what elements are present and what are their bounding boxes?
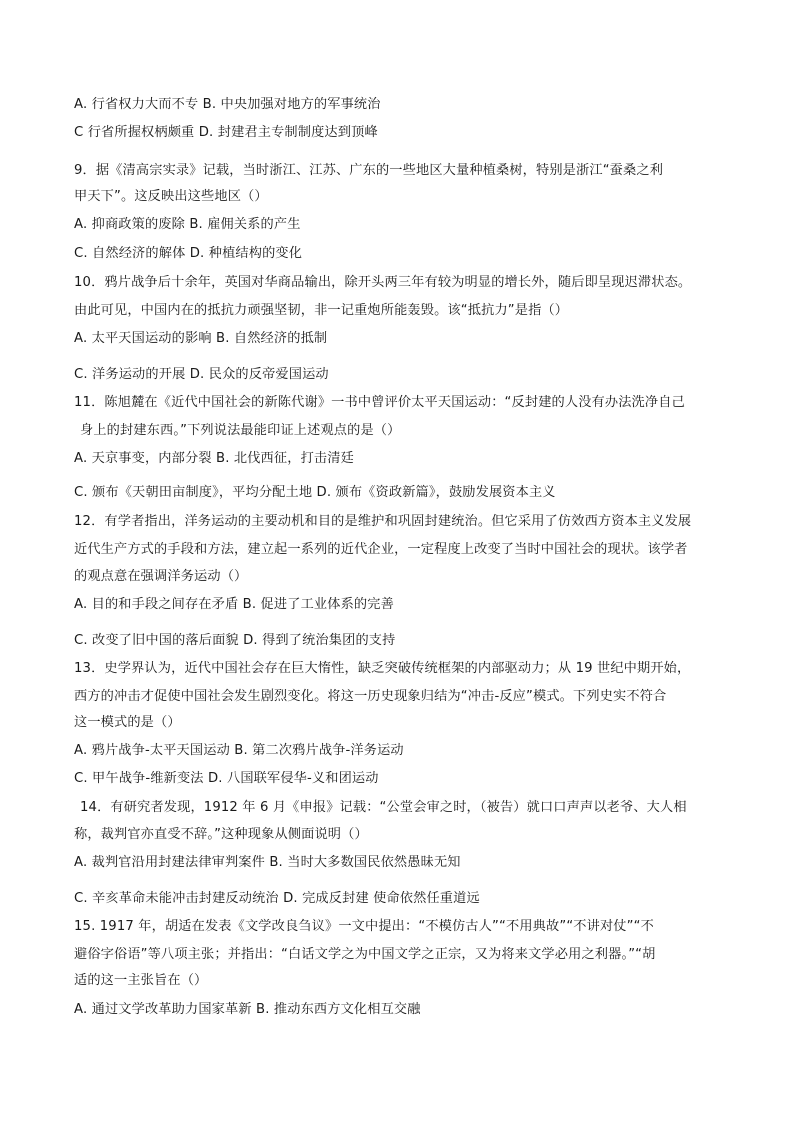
option-line: A. 天京事变，内部分裂 B. 北伐西征，打击清廷: [74, 451, 354, 466]
question-12-stem: 的观点意在强调洋务运动（）: [74, 569, 248, 584]
option-line: C. 自然经济的解体 D. 种植结构的变化: [74, 246, 303, 261]
option-line: C. 改变了旧中国的落后面貌 D. 得到了统治集团的支持: [74, 633, 396, 648]
option-line: A. 裁判官沿用封建法律审判案件 B. 当时大多数国民依然愚昧无知: [74, 855, 461, 870]
question-9-stem: 9．据《清高宗实录》记载，当时浙江、江苏、广东的一些地区大量种植桑树，特别是浙江“蚕桑之利: [74, 163, 664, 178]
question-13-stem: 西方的冲击才促使中国社会发生剧烈变化。将这一历史现象归结为“冲击-反应”模式。下列史实不符合: [74, 689, 667, 704]
question-14-stem: 14．有研究者发现，1912 年 6 月《申报》记载：“公堂会审之时，（被告）就口口声声以老爷、大人相: [80, 800, 687, 815]
question-15-stem: 15. 1917 年，胡适在发表《文学改良刍议》一文中提出：“不模仿古人”“不用典故”“不讲对仗”“不: [74, 919, 654, 934]
option-line: A. 太平天国运动的影响 B. 自然经济的抵制: [74, 331, 328, 346]
option-line: C. 颁布《天朝田亩制度》，平均分配土地 D. 颁布《资政新篇》，鼓励发展资本主义: [74, 485, 556, 500]
option-line: C 行省所握权柄颇重 D. 封建君主专制制度达到顶峰: [74, 125, 378, 140]
question-9-stem: 甲天下”。这反映出这些地区（）: [74, 189, 268, 204]
question-12-stem: 12．有学者指出，洋务运动的主要动机和目的是维护和巩固封建统治。但它采用了仿效西方资本主义发展: [74, 514, 692, 529]
option-line: C. 洋务运动的开展 D. 民众的反帝爱国运动: [74, 367, 329, 382]
question-15-stem: 适的这一主张旨在（）: [74, 973, 208, 988]
question-15-stem: 避俗字俗语”等八项主张；并指出：“白话文学之为中国文学之正宗，又为将来文学必用之利器。”“胡: [74, 947, 656, 962]
question-11-stem: 身上的封建东西。”下列说法最能印证上述观点的是（）: [80, 423, 401, 438]
option-line: A. 行省权力大而不专 B. 中央加强对地方的军事统治: [74, 97, 381, 112]
question-13-stem: 13．史学界认为，近代中国社会存在巨大惰性，缺乏突破传统框架的内部驱动力；从 19 世纪中期开始，: [74, 661, 691, 676]
option-line: C. 辛亥革命未能冲击封建反动统治 D. 完成反封建 使命依然任重道远: [74, 891, 480, 906]
question-11-stem: 11．陈旭麓在《近代中国社会的新陈代谢》一书中曾评价太平天国运动：“反封建的人没有办法洗净自己: [74, 395, 685, 410]
question-14-stem: 称，裁判官亦直受不辞。”这种现象从侧面说明（）: [74, 827, 368, 842]
question-12-stem: 近代生产方式的手段和方法，建立起一系列的近代企业，一定程度上改变了当时中国社会的现状。该学者: [74, 542, 688, 557]
question-13-stem: 这一模式的是（）: [74, 715, 181, 730]
option-line: C. 甲午战争-维新变法 D. 八国联军侵华-义和团运动: [74, 771, 379, 786]
option-line: A. 通过文学改革助力国家革新 B. 推动东西方文化相互交融: [74, 1002, 421, 1017]
option-line: A. 目的和手段之间存在矛盾 B. 促进了工业体系的完善: [74, 597, 394, 612]
question-10-stem: 10．鸦片战争后十余年，英国对华商品输出，除开头两三年有较为明显的增长外，随后即呈现迟滞状态。: [74, 275, 692, 290]
option-line: A. 抑商政策的废除 B. 雇佣关系的产生: [74, 217, 301, 232]
question-10-stem: 由此可见，中国内在的抵抗力顽强坚韧，非一记重炮所能轰毁。该“抵抗力”是指（）: [74, 303, 569, 318]
option-line: A. 鸦片战争-太平天国运动 B. 第二次鸦片战争-洋务运动: [74, 743, 404, 758]
